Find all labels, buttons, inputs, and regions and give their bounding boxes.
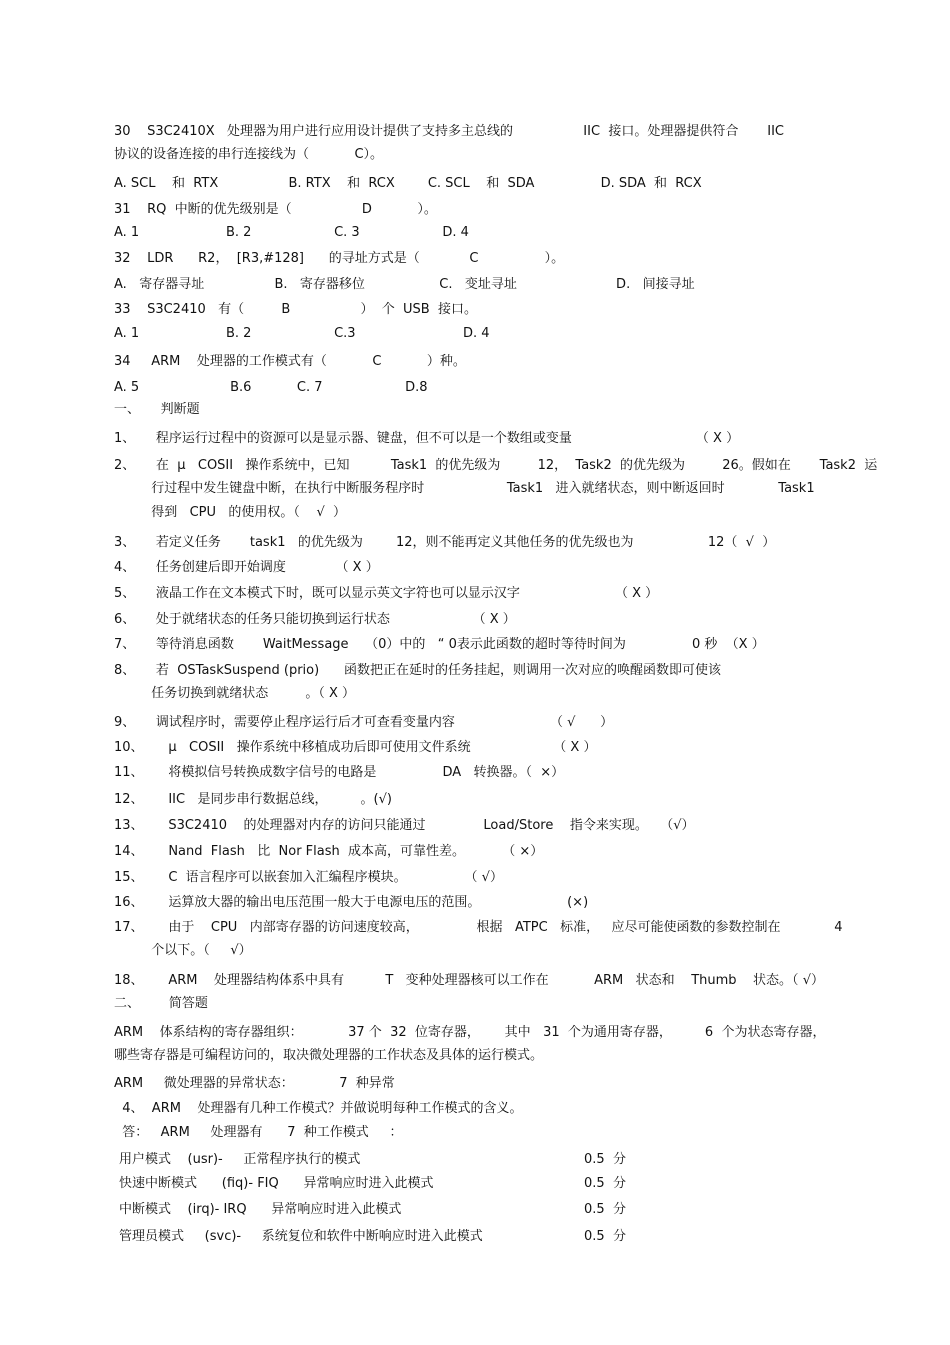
short-answer-line: 哪些寄存器是可编程访问的，取决微处理器的工作状态及具体的运行模式。	[114, 1048, 544, 1063]
mode-score: 0.5 分	[584, 1229, 626, 1244]
short-answer-line: ARM 体系结构的寄存器组织： 37 个 32 位寄存器， 其中 31 个为通用寄存器， 6 个为状态寄存器，	[114, 1025, 826, 1040]
tf-item: 任务切换到就绪状态 。（ X ）	[114, 686, 356, 701]
tf-item: 3、 若定义任务 task1 的优先级为 12，则不能再定义其他任务的优先级也为 12（ √ ）	[114, 535, 776, 550]
tf-item: 5、 液晶工作在文本模式下时，既可以显示英文字符也可以显示汉字 （ X ）	[114, 586, 659, 601]
q31-options: A. 1 B. 2 C. 3 D. 4	[114, 225, 469, 240]
mode-name: 中断模式 (irq)- IRQ 异常响应时进入此模式	[119, 1202, 402, 1217]
tf-item: 6、 处于就绪状态的任务只能切换到运行状态 （ X ）	[114, 612, 516, 627]
q31-line1: 31 RQ 中断的优先级别是（ D ）。	[114, 202, 437, 217]
tf-item: 4、 任务创建后即开始调度 （ X ）	[114, 560, 379, 575]
tf-item: 1、 程序运行过程中的资源可以是显示器、键盘，但不可以是一个数组或变量 （ X ）	[114, 431, 740, 446]
section-heading-true-false: 一、 判断题	[114, 402, 200, 417]
short-answer-line: 4、 ARM 处理器有几种工作模式？并做说明每种工作模式的含义。	[114, 1101, 523, 1116]
tf-item: 13、 S3C2410 的处理器对内存的访问只能通过 Load/Store 指令来实现。 （√）	[114, 818, 695, 833]
tf-item: 10、 μ COSII 操作系统中移植成功后即可使用文件系统 （ X ）	[114, 740, 597, 755]
tf-item: 7、 等待消息函数 WaitMessage （0）中的 “ 0表示此函数的超时等待时间为 0 秒 （X ）	[114, 637, 765, 652]
q30-line2: 协议的设备连接的串行连接线为（ C）。	[114, 147, 384, 162]
q30-options: A. SCL 和 RTX B. RTX 和 RCX C. SCL 和 SDA D. SDA 和 RCX	[114, 176, 702, 191]
q33-line1: 33 S3C2410 有（ B ） 个 USB 接口。	[114, 302, 477, 317]
mode-score: 0.5 分	[584, 1152, 626, 1167]
tf-item: 11、 将模拟信号转换成数字信号的电路是 DA 转换器。（ ×）	[114, 765, 565, 780]
mode-name: 用户模式 (usr)- 正常程序执行的模式	[119, 1152, 361, 1167]
tf-item: 16、 运算放大器的输出电压范围一般大于电源电压的范围。 (×)	[114, 895, 589, 910]
tf-item: 17、 由于 CPU 内部寄存器的访问速度较高， 根据 ATPC 标准， 应尽可能使函数的参数控制在 4	[114, 920, 843, 935]
tf-item: 15、 C 语言程序可以嵌套加入汇编程序模块。 （ √）	[114, 870, 503, 885]
q32-options: A. 寄存器寻址 B. 寄存器移位 C. 变址寻址 D. 间接寻址	[114, 277, 695, 292]
q30-line1: 30 S3C2410X 处理器为用户进行应用设计提供了支持多主总线的 IIC 接口。处理器提供符合 IIC	[114, 124, 784, 139]
tf-item: 8、 若 OSTaskSuspend (prio) 函数把正在延时的任务挂起，则调用一次对应的唤醒函数即可使该	[114, 663, 721, 678]
q34-line1: 34 ARM 处理器的工作模式有（ C ）种。	[114, 354, 466, 369]
short-answer-line: ARM 微处理器的异常状态： 7 种异常	[114, 1076, 395, 1091]
tf-item: 个以下。（ √）	[114, 943, 252, 958]
tf-item: 14、 Nand Flash 比 Nor Flash 成本高，可靠性差。 （ ×）	[114, 844, 544, 859]
q33-options: A. 1 B. 2 C.3 D. 4	[114, 326, 490, 341]
tf-item: 行过程中发生键盘中断，在执行中断服务程序时 Task1 进入就绪状态，则中断返回时 Task1	[114, 481, 815, 496]
tf-item: 18、 ARM 处理器结构体系中具有 T 变种处理器核可以工作在 ARM 状态和 Thumb 状态。（ √）	[114, 973, 824, 988]
mode-name: 快速中断模式 (fiq)- FIQ 异常响应时进入此模式	[119, 1176, 434, 1191]
mode-score: 0.5 分	[584, 1202, 626, 1217]
tf-item: 9、 调试程序时，需要停止程序运行后才可查看变量内容 （ √ ）	[114, 715, 614, 730]
section-heading-short-answer: 二、 简答题	[114, 996, 208, 1011]
q32-line1: 32 LDR R2， [R3,#128] 的寻址方式是（ C ）。	[114, 251, 565, 266]
q34-options: A. 5 B.6 C. 7 D.8	[114, 380, 428, 395]
short-answer-line: 答： ARM 处理器有 7 种工作模式 ：	[114, 1125, 403, 1140]
mode-score: 0.5 分	[584, 1176, 626, 1191]
tf-item: 12、 IIC 是同步串行数据总线， 。(√)	[114, 792, 392, 807]
tf-item: 得到 CPU 的使用权。（ √ ）	[114, 505, 346, 520]
mode-name: 管理员模式 (svc)- 系统复位和软件中断响应时进入此模式	[119, 1229, 483, 1244]
tf-item: 2、 在 μ COSII 操作系统中，已知 Task1 的优先级为 12， Task2 的优先级为 26。假如在 Task2 运	[114, 458, 878, 473]
